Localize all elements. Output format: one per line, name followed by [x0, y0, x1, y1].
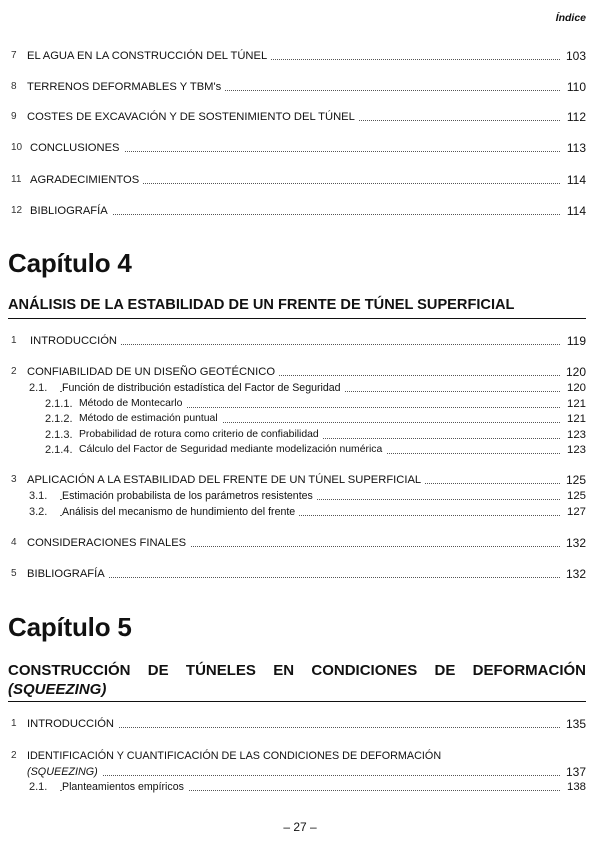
toc-entry[interactable] [0, 140, 600, 156]
toc-subentry[interactable] [0, 442, 600, 458]
toc-entry[interactable] [0, 716, 600, 732]
chapter-rule [8, 701, 586, 702]
toc-entry-page: 123 [563, 427, 586, 443]
chapter-rule [8, 318, 586, 319]
subsection-number: 2.1.4. [45, 444, 73, 456]
toc-entry-title: INTRODUCCIÓN [27, 716, 118, 732]
toc-entry-title: Cálculo del Factor de Seguridad mediante modelización numérica [79, 442, 386, 458]
toc-entry[interactable] [0, 566, 600, 582]
toc-entry-page: 114 [563, 203, 586, 219]
toc-entry[interactable] [0, 172, 600, 188]
toc-entry-page: 114 [563, 172, 586, 188]
toc-entry-title: Estimación probabilista de los parámetros resistentes [62, 488, 317, 504]
section-marker: 4 [11, 537, 17, 548]
dot-leader [40, 214, 560, 215]
section-marker: 1 [11, 718, 17, 729]
toc-entry[interactable] [0, 203, 600, 219]
toc-entry-page: 132 [562, 566, 586, 582]
toc-entry[interactable] [0, 748, 600, 764]
toc-entry-title: IDENTIFICACIÓN Y CUANTIFICACIÓN DE LAS CONDICIONES DE DEFORMACIÓN [27, 748, 445, 764]
toc-entry-title: CONCLUSIONES [30, 140, 124, 156]
toc-subentry[interactable] [0, 488, 600, 504]
chapter-subtitle: CONSTRUCCIÓN DE TÚNELES EN CONDICIONES DE DEFORMACIÓN [8, 662, 586, 679]
toc-entry-title: CONFIABILIDAD DE UN DISEÑO GEOTÉCNICO [27, 364, 279, 380]
toc-entry[interactable] [0, 364, 600, 380]
dot-leader [40, 577, 560, 578]
toc-entry-page: 112 [563, 109, 586, 125]
toc-entry-title: Función de distribución estadística del Factor de Seguridad [62, 380, 345, 396]
toc-entry-title: AGRADECIMIENTOS [30, 172, 143, 188]
toc-entry-page: 113 [563, 140, 586, 156]
toc-entry-title: Probabilidad de rotura como criterio de confiabilidad [79, 427, 323, 443]
section-marker: 10 [11, 142, 23, 153]
subsection-number: 2.1.3. [45, 429, 73, 441]
dot-leader [80, 775, 560, 776]
toc-entry-page: 132 [562, 535, 586, 551]
section-marker: 2 [11, 750, 17, 761]
toc-entry-title: Análisis del mecanismo de hundimiento del frente [62, 504, 299, 520]
section-marker: 7 [11, 50, 17, 61]
toc-entry-page: 110 [563, 79, 586, 95]
subsection-number: 2.1.1. [45, 398, 73, 410]
toc-entry-page: 103 [562, 48, 586, 64]
toc-entry-page: 137 [562, 764, 586, 780]
toc-entry-page: 121 [563, 411, 586, 427]
toc-entry-page: 120 [562, 364, 586, 380]
subsection-number: 3.1. [29, 490, 48, 502]
chapter-subtitle-continued: (SQUEEZING) [8, 681, 107, 698]
subsection-number: 2.1. [29, 781, 48, 793]
section-marker: 3 [11, 474, 17, 485]
toc-entry[interactable] [0, 535, 600, 551]
toc-entry[interactable] [0, 109, 600, 125]
toc-entry-page: 119 [563, 333, 586, 349]
chapter-subtitle: ANÁLISIS DE LA ESTABILIDAD DE UN FRENTE DE TÚNEL SUPERFICIAL [8, 297, 515, 313]
running-header: Índice [555, 12, 586, 24]
toc-entry-page: 123 [563, 442, 586, 458]
section-marker: 11 [11, 174, 22, 185]
toc-entry-page: 121 [563, 396, 586, 412]
toc-entry[interactable] [0, 333, 600, 349]
toc-subentry[interactable] [0, 427, 600, 443]
toc-entry-page: 125 [563, 488, 586, 504]
subsection-number: 2.1. [29, 382, 48, 394]
toc-entry-page: 135 [562, 716, 586, 732]
toc-entry-title: APLICACIÓN A LA ESTABILIDAD DEL FRENTE DE UN TÚNEL SUPERFICIAL [27, 472, 425, 488]
toc-entry-continued[interactable] [0, 764, 600, 780]
toc-entry-title: BIBLIOGRAFÍA [30, 203, 112, 219]
toc-subentry[interactable] [0, 380, 600, 396]
toc-entry[interactable] [0, 472, 600, 488]
toc-entry-title: Método de Montecarlo [79, 396, 186, 412]
page-number: – 27 – [283, 820, 317, 834]
chapter-title: Capítulo 4 [8, 248, 132, 278]
toc-entry-page: 125 [562, 472, 586, 488]
toc-entry-title: INTRODUCCIÓN [30, 333, 121, 349]
chapter-title: Capítulo 5 [8, 612, 132, 642]
section-marker: 5 [11, 568, 17, 579]
toc-entry-title: Planteamientos empíricos [62, 779, 188, 795]
toc-entry[interactable] [0, 79, 600, 95]
toc-subentry[interactable] [0, 504, 600, 520]
toc-entry-page: 120 [563, 380, 586, 396]
section-marker: 1 [11, 335, 17, 346]
section-marker: 8 [11, 81, 17, 92]
toc-subentry[interactable] [0, 396, 600, 412]
toc-entry-title: Método de estimación puntual [79, 411, 222, 427]
toc-entry-title: EL AGUA EN LA CONSTRUCCIÓN DEL TÚNEL [27, 48, 271, 64]
toc-entry-title: CONSIDERACIONES FINALES [27, 535, 190, 551]
section-marker: 9 [11, 111, 17, 122]
subsection-number: 3.2. [29, 506, 48, 518]
toc-entry-title: TERRENOS DEFORMABLES Y TBM's [27, 79, 225, 95]
toc-subentry[interactable] [0, 779, 600, 795]
toc-subentry[interactable] [0, 411, 600, 427]
toc-entry-page: 127 [563, 504, 586, 520]
toc-entry-page: 138 [563, 779, 586, 795]
section-marker: 2 [11, 366, 17, 377]
toc-entry-title: COSTES DE EXCAVACIÓN Y DE SOSTENIMIENTO DEL TÚNEL [27, 109, 359, 125]
toc-entry[interactable] [0, 48, 600, 64]
section-marker: 12 [11, 205, 23, 216]
subsection-number: 2.1.2. [45, 413, 73, 425]
toc-entry-title: BIBLIOGRAFÍA [27, 566, 109, 582]
toc-entry-title: (SQUEEZING) [27, 764, 102, 780]
